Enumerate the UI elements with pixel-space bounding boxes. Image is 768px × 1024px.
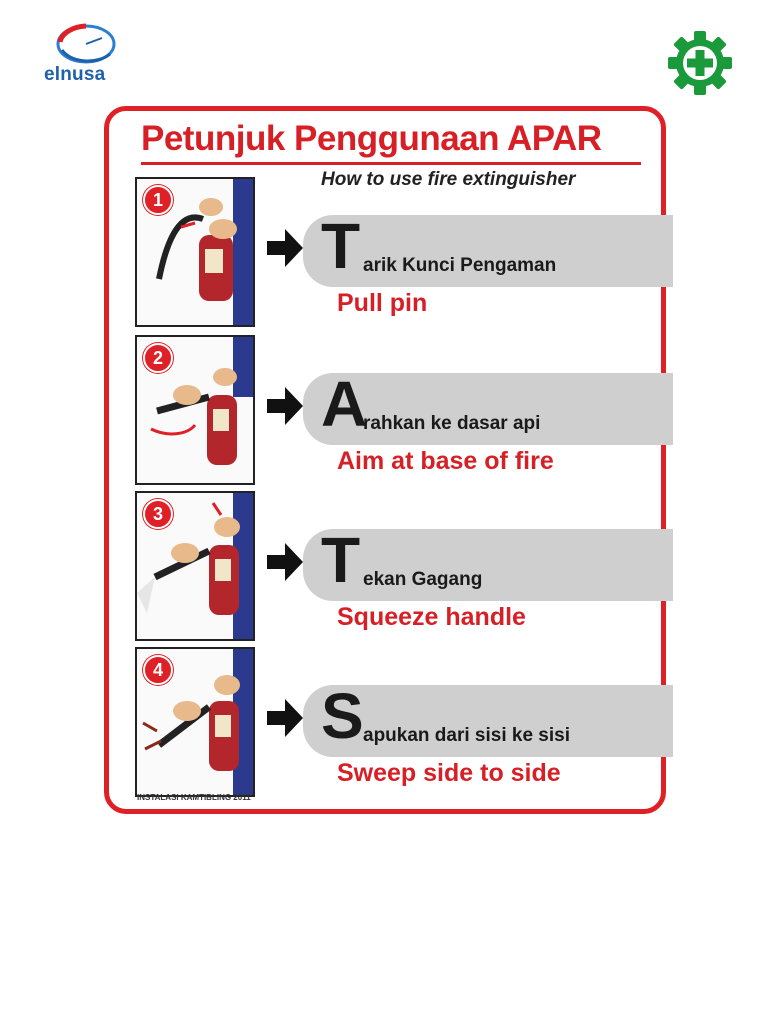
k3-gear-cross-icon [660, 30, 740, 96]
step-1-english: Pull pin [337, 289, 428, 317]
elnusa-logo-icon [40, 20, 130, 68]
step-1-indonesian: arik Kunci Pengaman [363, 255, 557, 276]
step-2-illustration [135, 335, 255, 485]
step-3-illustration [135, 491, 255, 641]
step-2-number-badge: 2 [143, 343, 173, 373]
step-4-illustration [135, 647, 255, 797]
step-4-indonesian: apukan dari sisi ke sisi [363, 725, 570, 746]
k3-logo [660, 30, 740, 96]
step-2-initial: A [321, 368, 368, 440]
step-4 [135, 647, 647, 797]
arrow-right-icon [267, 541, 303, 583]
apar-poster [104, 106, 666, 814]
poster-credit: INSTALASI KAMTIBLING 2011 [137, 793, 251, 802]
step-3-number-badge: 3 [143, 499, 173, 529]
title-underline [141, 162, 641, 165]
step-2 [135, 335, 647, 485]
step-2-english: Aim at base of fire [337, 447, 554, 475]
arrow-right-icon [267, 385, 303, 427]
step-2-indonesian: rahkan ke dasar api [363, 413, 541, 434]
step-4-number-badge: 4 [143, 655, 173, 685]
poster-title: Petunjuk Penggunaan APAR [141, 119, 602, 158]
step-3-initial: T [321, 524, 361, 596]
step-1 [135, 177, 647, 327]
step-3-english: Squeeze handle [337, 603, 526, 631]
step-1-initial: T [321, 210, 361, 282]
step-1-number-badge: 1 [143, 185, 173, 215]
step-4-english: Sweep side to side [337, 759, 561, 787]
arrow-right-icon [267, 697, 303, 739]
arrow-right-icon [267, 227, 303, 269]
elnusa-logo [40, 20, 130, 90]
elnusa-brand-text: elnusa [44, 64, 106, 85]
step-3-indonesian: ekan Gagang [363, 569, 483, 590]
step-1-illustration [135, 177, 255, 327]
poster-subtitle: How to use fire extinguisher [321, 169, 576, 190]
step-3 [135, 491, 647, 641]
step-4-initial: S [321, 680, 364, 752]
